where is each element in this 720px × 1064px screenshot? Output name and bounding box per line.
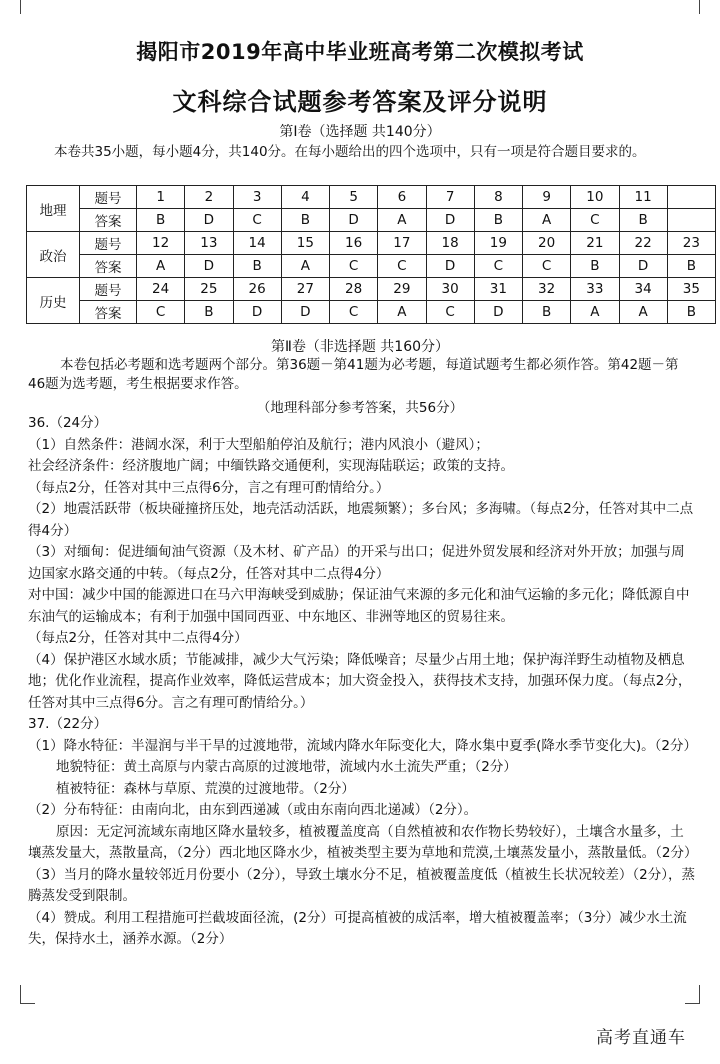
- answer-cell: A: [571, 301, 619, 324]
- crop-mark-bottom-right: [685, 985, 700, 1004]
- answer-cell: D: [426, 255, 474, 278]
- answer-cell: D: [426, 209, 474, 232]
- watermark-label: 高考直通车: [596, 1028, 686, 1048]
- question-number-cell: 21: [571, 232, 619, 255]
- answer-cell: D: [330, 209, 378, 232]
- answer-cell: B: [523, 301, 571, 324]
- answer-table: [26, 185, 716, 324]
- answer-cell: A: [523, 209, 571, 232]
- answer-cell: D: [185, 209, 233, 232]
- question-number-cell: 31: [474, 278, 522, 301]
- answer-cell: B: [233, 255, 281, 278]
- answer-cell: C: [233, 209, 281, 232]
- q37-heading: 37.（22分）: [28, 716, 108, 732]
- answer-cell: C: [330, 301, 378, 324]
- answer-cell: B: [185, 301, 233, 324]
- answer-cell: D: [474, 301, 522, 324]
- answer-cell: C: [137, 301, 185, 324]
- answer-cell: A: [137, 255, 185, 278]
- question-number-cell: 13: [185, 232, 233, 255]
- answer-cell: D: [185, 255, 233, 278]
- answer-cell: C: [426, 301, 474, 324]
- q36-part3-china: 对中国：减少中国的能源进口在马六甲海峡受到威胁；保证油气来源的多元化和油气运输的多元化；降低源自中东油气的运输成本；有利于加强中国同西亚、中东地区、非洲等地区的贸易往来。: [28, 587, 690, 625]
- question-number-cell: 23: [667, 232, 715, 255]
- question-number-cell: 32: [523, 278, 571, 301]
- question-number-cell: 35: [667, 278, 715, 301]
- question-number-cell: 3: [233, 186, 281, 209]
- q37-part2-reason: 原因：无定河流域东南地区降水量较多，植被覆盖度高（自然植被和农作物长势较好），土壤含水量多，土壤蒸发量大，蒸散量高，（2分）西北地区降水少，植被类型主要为草地和荒漠,土壤蒸发量小，蒸散量低。（2分）: [28, 823, 698, 861]
- q37-part1-vegetation: 植被特征：森林与草原、荒漠的过渡地带。（2分）: [56, 780, 355, 797]
- answer-cell: D: [619, 255, 667, 278]
- question-number-cell: 15: [281, 232, 329, 255]
- question-number-cell: [667, 186, 715, 209]
- question-number-cell: 16: [330, 232, 378, 255]
- answer-cell: B: [137, 209, 185, 232]
- answer-cell: C: [330, 255, 378, 278]
- answer-cell: C: [474, 255, 522, 278]
- question-number-cell: 7: [426, 186, 474, 209]
- answer-cell: C: [571, 209, 619, 232]
- answer-label: 答案: [80, 301, 137, 324]
- answer-table-row: [27, 301, 716, 324]
- q37-part1-precip: （1）降水特征：半湿润与半干旱的过渡地带，流域内降水年际变化大，降水集中夏季(降水季节变化大)。（2分）: [28, 737, 697, 754]
- question-number-cell: 8: [474, 186, 522, 209]
- answer-cell: B: [474, 209, 522, 232]
- answer-table-row: [27, 255, 716, 278]
- question-number-cell: 34: [619, 278, 667, 301]
- question-number-cell: 2: [185, 186, 233, 209]
- question-number-cell: 33: [571, 278, 619, 301]
- question-number-cell: 9: [523, 186, 571, 209]
- crop-mark-top-right: [699, 0, 700, 14]
- answer-label: 答案: [80, 209, 137, 232]
- crop-mark-top-left: [20, 0, 21, 14]
- exam-title: 揭阳市2019年高中毕业班高考第二次模拟考试: [136, 40, 584, 64]
- answer-cell: D: [281, 301, 329, 324]
- section2-note: 本卷包括必考题和选考题两个部分。第36题－第41题为必考题，每道试题考生都必须作答。第42题－第46题为选考题，考生根据要求作答。: [28, 357, 679, 392]
- answer-table-row: [27, 232, 716, 255]
- answer-cell: A: [619, 301, 667, 324]
- question-number-cell: 17: [378, 232, 426, 255]
- question-number-label: 题号: [80, 278, 137, 301]
- q36-part4: （4）保护港区水域水质；节能减排，减少大气污染；降低噪音；尽量少占用土地；保护海洋野生动植物及栖息地；优化作业流程，提高作业效率，降低运营成本；加大资金投入，获得技术支持，加强环保力度。（每点2分，任答对其中三点得6分。言之有理可酌情给分。）: [28, 651, 692, 711]
- subject-cell: 政治: [27, 232, 80, 278]
- question-number-cell: 26: [233, 278, 281, 301]
- section1-intro: 本卷共35小题，每小题4分，共140分。在每小题给出的四个选项中，只有一项是符合题目要求的。: [54, 144, 646, 160]
- question-number-cell: 28: [330, 278, 378, 301]
- q36-part2: （2）地震活跃带（板块碰撞挤压处，地壳活动活跃，地震频繁）；多台风；多海啸。（每点2分，任答对其中二点得4分）: [28, 501, 694, 539]
- question-number-cell: 12: [137, 232, 185, 255]
- answer-cell: D: [233, 301, 281, 324]
- section1-heading: 第Ⅰ卷（选择题 共140分）: [279, 124, 441, 140]
- question-number-cell: 19: [474, 232, 522, 255]
- answer-cell: A: [281, 255, 329, 278]
- question-number-cell: 18: [426, 232, 474, 255]
- question-number-cell: 4: [281, 186, 329, 209]
- answer-cell: [667, 209, 715, 232]
- question-number-cell: 25: [185, 278, 233, 301]
- question-number-cell: 22: [619, 232, 667, 255]
- answer-body: [28, 413, 696, 951]
- question-number-cell: 20: [523, 232, 571, 255]
- question-number-cell: 6: [378, 186, 426, 209]
- q37-part3: （3）当月的降水量较邻近月份要小（2分），导致土壤水分不足，植被覆盖度低（植被生长状况较差）（2分），蒸腾蒸发受到限制。: [28, 866, 696, 904]
- question-number-label: 题号: [80, 232, 137, 255]
- q36-part1-scoring: （每点2分，任答对其中三点得6分，言之有理可酌情给分。）: [28, 479, 390, 496]
- section2-heading: 第Ⅱ卷（非选择题 共160分）: [270, 339, 450, 355]
- question-number-cell: 24: [137, 278, 185, 301]
- answer-cell: B: [571, 255, 619, 278]
- answer-table-row: [27, 186, 716, 209]
- q37-part2-distribution: （2）分布特征：由南向北，由东到西递减（或由东南向西北递减）（2分）。: [28, 802, 478, 818]
- q36-heading: 36.（24分）: [28, 415, 108, 431]
- question-number-cell: 1: [137, 186, 185, 209]
- geography-heading: （地理科部分参考答案，共56分）: [256, 400, 464, 416]
- q36-part3-myanmar: （3）对缅甸：促进缅甸油气资源（及木材、矿产品）的开采与出口；促进外贸发展和经济对外开放；加强与周边国家水路交通的中转。（每点2分，任答对其中二点得4分）: [28, 544, 685, 582]
- crop-mark-bottom-left: [20, 985, 35, 1004]
- q36-part1-natural: （1）自然条件：港阔水深，利于大型船舶停泊及航行；港内风浪小（避风）；: [28, 436, 489, 453]
- answer-table-row: [27, 209, 716, 232]
- question-number-cell: 30: [426, 278, 474, 301]
- q37-part1-landform: 地貌特征：黄土高原与内蒙古高原的过渡地带，流域内水土流失严重；（2分）: [56, 759, 517, 775]
- question-number-cell: 11: [619, 186, 667, 209]
- subject-cell: 历史: [27, 278, 80, 324]
- answer-cell: B: [667, 255, 715, 278]
- answer-cell: C: [523, 255, 571, 278]
- answer-cell: A: [378, 301, 426, 324]
- question-number-cell: 14: [233, 232, 281, 255]
- answer-table-row: [27, 278, 716, 301]
- answer-label: 答案: [80, 255, 137, 278]
- q36-part3-scoring: （每点2分，任答对其中二点得4分）: [28, 630, 248, 646]
- q36-part1-social: 社会经济条件：经济腹地广阔；中缅铁路交通便利，实现海陆联运；政策的支持。: [28, 458, 514, 474]
- subject-cell: 地理: [27, 186, 80, 232]
- question-number-cell: 27: [281, 278, 329, 301]
- question-number-cell: 5: [330, 186, 378, 209]
- answer-cell: B: [667, 301, 715, 324]
- question-number-label: 题号: [80, 186, 137, 209]
- question-number-cell: 29: [378, 278, 426, 301]
- q37-part4: （4）赞成。利用工程措施可拦截坡面径流，(2分）可提高植被的成活率，增大植被覆盖率；（3分）减少水土流失，保持水土，涵养水源。（2分）: [28, 909, 687, 947]
- answer-cell: A: [378, 209, 426, 232]
- answer-cell: B: [619, 209, 667, 232]
- answer-cell: C: [378, 255, 426, 278]
- answer-cell: B: [281, 209, 329, 232]
- document-title: 文科综合试题参考答案及评分说明: [172, 88, 548, 116]
- question-number-cell: 10: [571, 186, 619, 209]
